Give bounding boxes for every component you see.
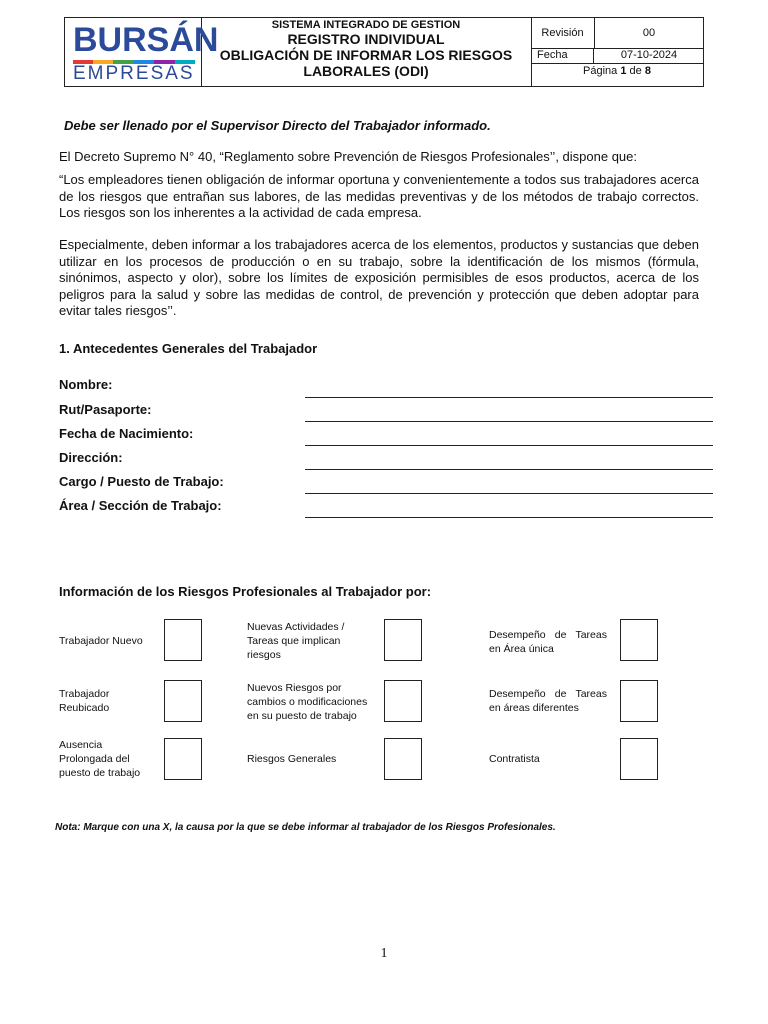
- option-label-riesgos-generales: Riesgos Generales: [247, 753, 337, 765]
- option-label-nuevos-riesgos: Nuevos Riesgos por cambios o modificaciones en su puesto de trabajo: [247, 682, 368, 722]
- field-label-direccion: Dirección:: [59, 450, 123, 465]
- option-label-areas-diferentes: Desempeño de Tareas en áreas diferentes: [489, 688, 607, 714]
- logo-wordmark-bottom: EMPRESAS: [73, 63, 195, 84]
- option-label-trabajador-reubicado: Trabajador Reubicado: [59, 688, 110, 714]
- risks-title: Información de los Riesgos Profesionales al Trabajador por:: [59, 584, 432, 599]
- field-label-nombre: Nombre:: [59, 377, 113, 392]
- decree-intro: El Decreto Supremo N° 40, “Reglamento sobre Prevención de Riesgos Profesionales’’, dispone que:: [59, 149, 637, 164]
- option-label-nuevas-actividades: Nuevas Actividades / Tareas que implican riesgos: [247, 621, 345, 661]
- revision-label: Revisión: [531, 18, 595, 48]
- page-indicator: Página 1 de 8: [583, 65, 651, 77]
- field-label-rut: Rut/Pasaporte:: [59, 402, 152, 417]
- fill-instruction: Debe ser llenado por el Supervisor Directo del Trabajador informado.: [64, 118, 491, 133]
- section-1-title: 1. Antecedentes Generales del Trabajador: [59, 341, 318, 356]
- decree-paragraph-1: “Los empleadores tienen obligación de informar oportuna y convenientemente a todos sus trabajadores acerca de los riesgos que entrañan sus labores, de las medidas preventivas y de los métodos de trabajo correctos. Los riesgos son los inherentes a la actividad de cada empresa.: [59, 172, 699, 220]
- checkbox-trabajador-nuevo[interactable]: [164, 619, 202, 661]
- checkbox-ausencia-prolongada[interactable]: [164, 738, 202, 780]
- date-value: 07-10-2024: [620, 49, 678, 61]
- footnote: Nota: Marque con una X, la causa por la que se debe informar al trabajador de los Riesgos Profesionales.: [55, 822, 556, 833]
- checkbox-nuevas-actividades[interactable]: [384, 619, 422, 661]
- document-title-line2: OBLIGACIÓN DE INFORMAR LOS RIESGOS: [219, 47, 513, 63]
- field-label-fecha-nacimiento: Fecha de Nacimiento:: [59, 426, 194, 441]
- field-line-nombre[interactable]: [305, 397, 713, 398]
- field-line-area[interactable]: [305, 517, 713, 518]
- checkbox-areas-diferentes[interactable]: [620, 680, 658, 722]
- option-label-ausencia-prolongada: Ausencia Prolongada del puesto de trabajo: [59, 739, 141, 779]
- checkbox-contratista[interactable]: [620, 738, 658, 780]
- page-number: 1: [380, 946, 388, 961]
- field-label-cargo: Cargo / Puesto de Trabajo:: [59, 474, 224, 489]
- header-meta: [531, 18, 703, 86]
- decree-paragraph-2: Especialmente, deben informar a los trabajadores acerca de los elementos, productos y sustancias que deben utilizar en los procesos de producción o en su trabajo, sobre la identificación de los mismos (fórmula, sinónimos, aspecto y olor), sobre los límites de exposición permisibles de esos productos, acerca de los peligros para la salud y sobre las medidas de control, de prevención y protección que deben adoptar para evitar tales riesgos’’.: [59, 237, 699, 318]
- revision-value: 00: [642, 27, 656, 39]
- document-title-line1: REGISTRO INDIVIDUAL: [287, 31, 445, 47]
- header-title-cell: [201, 18, 532, 86]
- option-label-contratista: Contratista: [489, 753, 540, 765]
- logo: [65, 18, 219, 86]
- checkbox-nuevos-riesgos[interactable]: [384, 680, 422, 722]
- field-line-fecha-nacimiento[interactable]: [305, 445, 713, 446]
- system-name: SISTEMA INTEGRADO DE GESTION: [271, 19, 461, 31]
- field-line-cargo[interactable]: [305, 493, 713, 494]
- document-title-line3: LABORALES (ODI): [303, 63, 429, 79]
- document-header: [64, 17, 704, 87]
- logo-wordmark-top: BURSÁN: [73, 21, 219, 59]
- checkbox-trabajador-reubicado[interactable]: [164, 680, 202, 722]
- field-line-direccion[interactable]: [305, 469, 713, 470]
- option-label-area-unica: Desempeño de Tareas en Área única: [489, 629, 607, 655]
- date-label: Fecha: [531, 48, 594, 63]
- checkbox-riesgos-generales[interactable]: [384, 738, 422, 780]
- field-line-rut[interactable]: [305, 421, 713, 422]
- option-label-trabajador-nuevo: Trabajador Nuevo: [59, 635, 143, 647]
- checkbox-area-unica[interactable]: [620, 619, 658, 661]
- field-label-area: Área / Sección de Trabajo:: [59, 498, 222, 513]
